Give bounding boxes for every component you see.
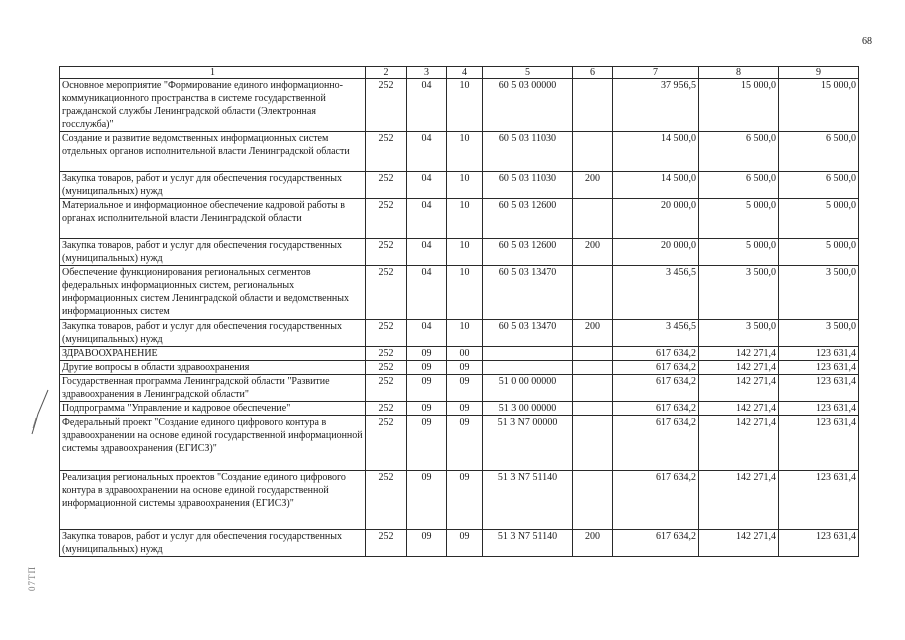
cell-c9: 3 500,0: [779, 266, 859, 320]
cell-c3: 04: [407, 266, 447, 320]
cell-c4: 10: [447, 132, 483, 172]
column-header: 5: [483, 67, 573, 79]
cell-c2: 252: [366, 375, 407, 402]
cell-c2: 252: [366, 416, 407, 471]
cell-c2: 252: [366, 471, 407, 530]
row-name-cell: ЗДРАВООХРАНЕНИЕ: [60, 347, 366, 361]
cell-c7: 617 634,2: [613, 471, 699, 530]
cell-c4: 09: [447, 375, 483, 402]
cell-c3: 04: [407, 239, 447, 266]
cell-c5: 60 5 03 13470: [483, 266, 573, 320]
cell-c8: 6 500,0: [699, 172, 779, 199]
cell-c9: 123 631,4: [779, 361, 859, 375]
cell-c7: 3 456,5: [613, 266, 699, 320]
cell-c5: 51 0 00 00000: [483, 375, 573, 402]
cell-c6: 200: [573, 320, 613, 347]
cell-c3: 09: [407, 361, 447, 375]
cell-c8: 142 271,4: [699, 402, 779, 416]
column-header: 4: [447, 67, 483, 79]
table-row: [60, 172, 859, 199]
cell-c3: 09: [407, 347, 447, 361]
cell-c8: 142 271,4: [699, 471, 779, 530]
row-name-cell: Закупка товаров, работ и услуг для обеспечения государственных (муниципальных) нужд: [60, 172, 366, 199]
row-name-cell: Закупка товаров, работ и услуг для обеспечения государственных (муниципальных) нужд: [60, 320, 366, 347]
cell-c9: 5 000,0: [779, 199, 859, 239]
column-header: 8: [699, 67, 779, 79]
cell-c2: 252: [366, 199, 407, 239]
margin-note: 07ТП: [27, 566, 37, 591]
cell-c2: 252: [366, 266, 407, 320]
cell-c2: 252: [366, 320, 407, 347]
cell-c4: 10: [447, 239, 483, 266]
cell-c5: 60 5 03 11030: [483, 172, 573, 199]
cell-c2: 252: [366, 79, 407, 132]
row-name-cell: Закупка товаров, работ и услуг для обеспечения государственных (муниципальных) нужд: [60, 530, 366, 557]
cell-c8: 142 271,4: [699, 361, 779, 375]
cell-c5: 60 5 03 13470: [483, 320, 573, 347]
cell-c5: [483, 361, 573, 375]
cell-c6: 200: [573, 239, 613, 266]
cell-c8: 142 271,4: [699, 347, 779, 361]
table-row: [60, 347, 859, 361]
row-name-cell: Создание и развитие ведомственных информационных систем отдельных органов исполнительной власти Ленинградской области: [60, 132, 366, 172]
table-row: [60, 79, 859, 132]
cell-c8: 3 500,0: [699, 266, 779, 320]
row-name-cell: Основное мероприятие "Формирование единого информационно-коммуникационного пространства в системе государственной гражданской службы Ленинградской области (Электронная госслужба)": [60, 79, 366, 132]
cell-c6: [573, 199, 613, 239]
table-row: [60, 320, 859, 347]
cell-c5: 51 3 00 00000: [483, 402, 573, 416]
cell-c8: 142 271,4: [699, 375, 779, 402]
cell-c6: [573, 361, 613, 375]
cell-c9: 6 500,0: [779, 132, 859, 172]
cell-c5: 60 5 03 12600: [483, 239, 573, 266]
table-row: [60, 530, 859, 557]
cell-c5: [483, 347, 573, 361]
cell-c6: [573, 375, 613, 402]
cell-c4: 10: [447, 266, 483, 320]
cell-c9: 3 500,0: [779, 320, 859, 347]
column-header: 2: [366, 67, 407, 79]
cell-c2: 252: [366, 347, 407, 361]
cell-c5: 60 5 03 11030: [483, 132, 573, 172]
cell-c6: [573, 402, 613, 416]
cell-c7: 617 634,2: [613, 530, 699, 557]
cell-c3: 09: [407, 375, 447, 402]
cell-c3: 09: [407, 471, 447, 530]
cell-c4: 09: [447, 530, 483, 557]
cell-c6: [573, 416, 613, 471]
pen-mark-icon: [30, 388, 50, 438]
row-name-cell: Государственная программа Ленинградской области "Развитие здравоохранения в Ленинградской области": [60, 375, 366, 402]
cell-c8: 142 271,4: [699, 530, 779, 557]
cell-c6: 200: [573, 172, 613, 199]
cell-c4: 10: [447, 199, 483, 239]
cell-c5: 60 5 03 00000: [483, 79, 573, 132]
cell-c2: 252: [366, 361, 407, 375]
cell-c3: 04: [407, 79, 447, 132]
cell-c7: 14 500,0: [613, 132, 699, 172]
row-name-cell: Материальное и информационное обеспечение кадровой работы в органах исполнительной власти Ленинградской области: [60, 199, 366, 239]
cell-c7: 37 956,5: [613, 79, 699, 132]
cell-c7: 617 634,2: [613, 361, 699, 375]
row-name-cell: Подпрограмма "Управление и кадровое обеспечение": [60, 402, 366, 416]
table-row: [60, 402, 859, 416]
cell-c2: 252: [366, 530, 407, 557]
row-name-cell: Другие вопросы в области здравоохранения: [60, 361, 366, 375]
cell-c2: 252: [366, 172, 407, 199]
cell-c6: [573, 347, 613, 361]
cell-c3: 04: [407, 199, 447, 239]
cell-c7: 617 634,2: [613, 416, 699, 471]
cell-c7: 14 500,0: [613, 172, 699, 199]
cell-c4: 09: [447, 402, 483, 416]
cell-c9: 123 631,4: [779, 375, 859, 402]
cell-c7: 617 634,2: [613, 375, 699, 402]
table-row: [60, 375, 859, 402]
column-header: 9: [779, 67, 859, 79]
budget-table: [59, 66, 859, 557]
column-header: 1: [60, 67, 366, 79]
cell-c2: 252: [366, 402, 407, 416]
row-name-cell: Закупка товаров, работ и услуг для обеспечения государственных (муниципальных) нужд: [60, 239, 366, 266]
cell-c7: 20 000,0: [613, 239, 699, 266]
column-header-row: [60, 67, 859, 79]
row-name-cell: Обеспечение функционирования региональных сегментов федеральных информационных систем, региональных информационных систем Ленинградской области и ведомственных информационных систем: [60, 266, 366, 320]
cell-c8: 3 500,0: [699, 320, 779, 347]
table-row: [60, 471, 859, 530]
cell-c6: [573, 132, 613, 172]
cell-c5: 60 5 03 12600: [483, 199, 573, 239]
cell-c3: 09: [407, 402, 447, 416]
cell-c5: 51 3 N7 51140: [483, 471, 573, 530]
cell-c3: 09: [407, 416, 447, 471]
cell-c7: 3 456,5: [613, 320, 699, 347]
table-row: [60, 416, 859, 471]
cell-c4: 10: [447, 79, 483, 132]
cell-c7: 20 000,0: [613, 199, 699, 239]
cell-c6: [573, 79, 613, 132]
cell-c4: 10: [447, 172, 483, 199]
cell-c9: 123 631,4: [779, 530, 859, 557]
cell-c7: 617 634,2: [613, 402, 699, 416]
cell-c8: 6 500,0: [699, 132, 779, 172]
cell-c2: 252: [366, 239, 407, 266]
cell-c9: 123 631,4: [779, 471, 859, 530]
cell-c5: 51 3 N7 00000: [483, 416, 573, 471]
cell-c2: 252: [366, 132, 407, 172]
cell-c5: 51 3 N7 51140: [483, 530, 573, 557]
table-body: [60, 67, 859, 557]
row-name-cell: Реализация региональных проектов "Создание единого цифрового контура в здравоохранении на основе единой государственной информационной системы здравоохранения (ЕГИСЗ)": [60, 471, 366, 530]
cell-c8: 142 271,4: [699, 416, 779, 471]
column-header: 7: [613, 67, 699, 79]
cell-c3: 09: [407, 530, 447, 557]
page-number: 68: [862, 36, 872, 47]
cell-c4: 09: [447, 416, 483, 471]
cell-c4: 09: [447, 361, 483, 375]
cell-c6: 200: [573, 530, 613, 557]
cell-c6: [573, 471, 613, 530]
table-row: [60, 199, 859, 239]
table-row: [60, 361, 859, 375]
cell-c8: 15 000,0: [699, 79, 779, 132]
table-row: [60, 239, 859, 266]
cell-c3: 04: [407, 172, 447, 199]
table-row: [60, 266, 859, 320]
cell-c9: 123 631,4: [779, 416, 859, 471]
column-header: 3: [407, 67, 447, 79]
cell-c9: 15 000,0: [779, 79, 859, 132]
cell-c9: 123 631,4: [779, 347, 859, 361]
cell-c7: 617 634,2: [613, 347, 699, 361]
cell-c9: 5 000,0: [779, 239, 859, 266]
cell-c3: 04: [407, 132, 447, 172]
row-name-cell: Федеральный проект "Создание единого цифрового контура в здравоохранении на основе единой государственной информационной системы здравоохранения (ЕГИСЗ)": [60, 416, 366, 471]
column-header: 6: [573, 67, 613, 79]
cell-c4: 00: [447, 347, 483, 361]
cell-c9: 123 631,4: [779, 402, 859, 416]
cell-c9: 6 500,0: [779, 172, 859, 199]
cell-c3: 04: [407, 320, 447, 347]
cell-c4: 09: [447, 471, 483, 530]
cell-c4: 10: [447, 320, 483, 347]
cell-c6: [573, 266, 613, 320]
cell-c8: 5 000,0: [699, 199, 779, 239]
cell-c8: 5 000,0: [699, 239, 779, 266]
table-row: [60, 132, 859, 172]
